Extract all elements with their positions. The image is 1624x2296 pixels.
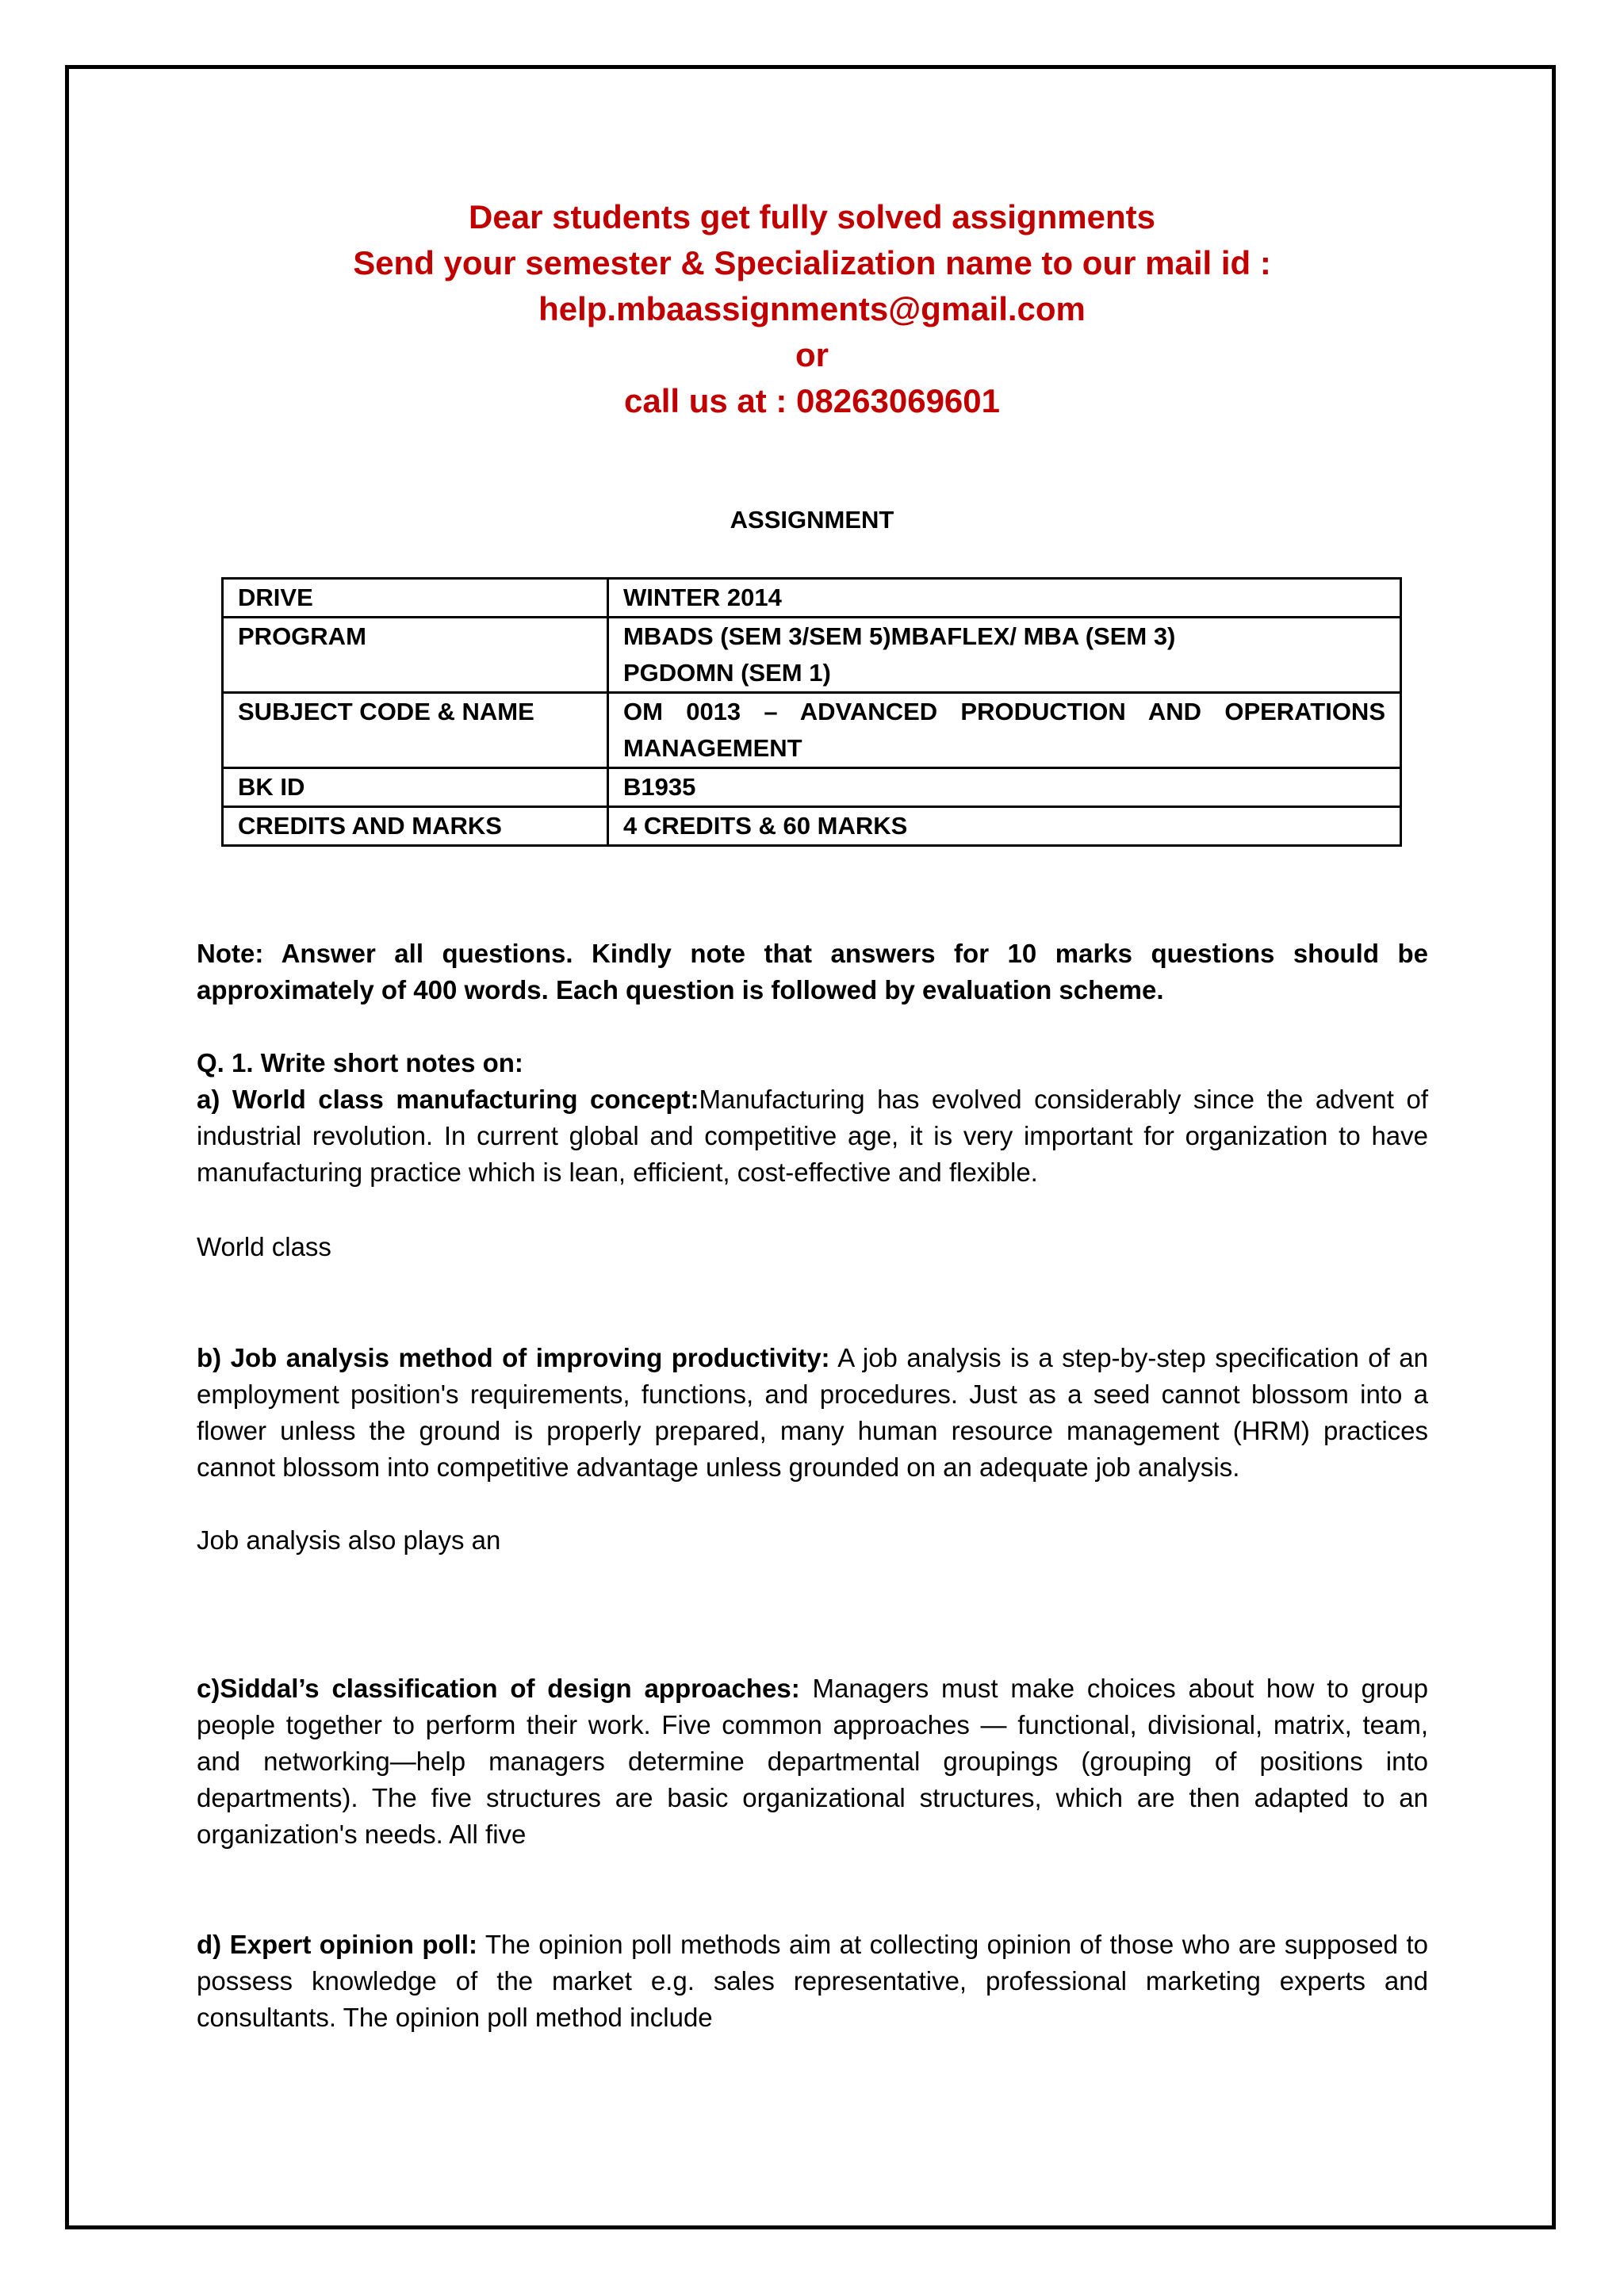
section-c-text: Managers must make choices about how to group people together to perform their work. Five common approaches — functional, divisional, matrix, team, and networking—help managers determine departmental groupings (grouping of positions into departments). The five structures are basic organizational structures, which are then adapted to an organization's needs. All five <box>197 1674 1428 1849</box>
note-block <box>197 936 1428 1008</box>
promo-or: or <box>795 336 829 373</box>
table-value-line: MANAGEMENT <box>623 734 802 762</box>
promo-banner <box>0 194 1624 424</box>
section-c-title: c)Siddal’s classification of design approaches: <box>197 1674 800 1703</box>
section-a-continuation <box>197 1229 1428 1265</box>
assignment-title: ASSIGNMENT <box>730 506 894 534</box>
note-line-1: Note: Answer all questions. Kindly note that answers for 10 marks questions should be <box>197 939 1428 968</box>
table-row <box>223 579 1401 618</box>
section-b-title: b) Job analysis method of improving productivity: <box>197 1343 830 1372</box>
section-a-text: Manufacturing has evolved considerably since the advent of industrial revolution. In current global and competitive age, it is very important for organization to have manufacturing practice which is lean, efficient, cost-effective and flexible. <box>197 1085 1428 1187</box>
promo-phone: call us at : 08263069601 <box>623 382 1001 419</box>
section-a <box>197 1081 1428 1191</box>
section-b-text: A job analysis is a step-by-step specification of an employment position's requirements, functions, and procedures. Just as a seed cannot blossom into a flower unless the ground is properly prepared, many human resource management (HRM) practices cannot blossom into competitive advantage unless grounded on an adequate job analysis. <box>197 1343 1428 1482</box>
table-value <box>608 618 1401 693</box>
section-a-continuation-text: World class <box>197 1232 331 1261</box>
section-b-continuation-text: Job analysis also plays an <box>197 1525 501 1555</box>
table-label: CREDITS AND MARKS <box>223 807 608 846</box>
promo-email: help.mbaassignments@gmail.com <box>538 290 1086 327</box>
question-1-heading <box>197 1045 1428 1081</box>
table-label: PROGRAM <box>223 618 608 693</box>
section-b-paragraph <box>197 1340 1428 1486</box>
promo-line-1: Dear students get fully solved assignments <box>469 198 1155 235</box>
promo-line-2: Send your semester & Specialization name to our mail id : <box>353 244 1271 281</box>
section-a-title: a) World class manufacturing concept: <box>197 1085 699 1114</box>
section-d-text: The opinion poll methods aim at collecting opinion of those who are supposed to possess knowledge of the market e.g. sales representative, professional marketing experts and consultants. The opinion poll method include <box>197 1930 1428 2032</box>
section-b <box>197 1340 1428 1486</box>
table-row <box>223 618 1401 693</box>
note-line-2: approximately of 400 words. Each question is followed by evaluation scheme. <box>197 975 1164 1004</box>
table-row <box>223 807 1401 846</box>
table-value: 4 CREDITS & 60 MARKS <box>608 807 1401 846</box>
section-b-continuation <box>197 1522 1428 1559</box>
question-heading: Q. 1. Write short notes on: <box>197 1048 523 1077</box>
table-value-line: PGDOMN (SEM 1) <box>623 659 831 687</box>
table-value-line: OM 0013 – ADVANCED PRODUCTION AND OPERATIONS <box>623 698 1385 725</box>
table-label: SUBJECT CODE & NAME <box>223 693 608 768</box>
section-c <box>197 1670 1428 1853</box>
section-c-paragraph <box>197 1670 1428 1853</box>
table-value <box>608 693 1401 768</box>
table-row <box>223 693 1401 768</box>
assignment-info-table <box>221 577 1402 847</box>
table-label: BK ID <box>223 768 608 807</box>
table-label: DRIVE <box>223 579 608 618</box>
table-value: B1935 <box>608 768 1401 807</box>
section-d-title: d) Expert opinion poll: <box>197 1930 478 1959</box>
section-d <box>197 1927 1428 2036</box>
section-a-paragraph <box>197 1081 1428 1191</box>
section-d-paragraph <box>197 1927 1428 2036</box>
table-value: WINTER 2014 <box>608 579 1401 618</box>
table-row <box>223 768 1401 807</box>
table-value-line: MBADS (SEM 3/SEM 5)MBAFLEX/ MBA (SEM 3) <box>623 622 1176 650</box>
